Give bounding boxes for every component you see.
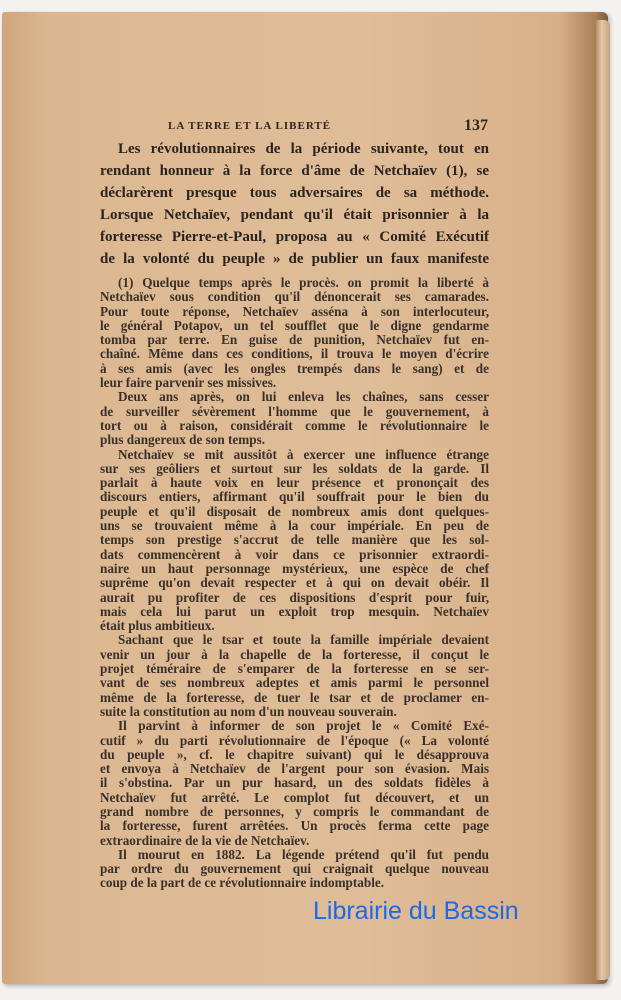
text-line: tort ou à raison, considérait comme le révolutionnaire le bbox=[100, 418, 489, 433]
text-line: Deux ans après, on lui enleva les chaînes, sans cesser bbox=[118, 390, 489, 405]
text-line: aurait pu profiter de ces dispositions d'esprit pour fuir, bbox=[100, 590, 489, 605]
text-line: uns se trouvaient même à la cour impériale. En peu de bbox=[100, 519, 489, 534]
watermark: Librairie du Bassin bbox=[313, 897, 519, 925]
text-line: parlait à haute voix en leur présence et prononçait des bbox=[100, 476, 489, 491]
text-line: Sachant que le tsar et toute la famille impériale devaient bbox=[118, 633, 489, 648]
footnote bbox=[100, 276, 489, 891]
text-line: il s'obstina. Par un pur hasard, un des soldats fidèles à bbox=[100, 776, 489, 791]
text-line: peuple et qu'il disposait de nombreux amis dont quelques- bbox=[100, 504, 489, 519]
text-line: Netchaïev sous condition qu'il dénoncerait ses camarades. bbox=[100, 290, 489, 305]
text-line: par ordre du gouvernement qui craignait quelque nouveau bbox=[100, 862, 489, 877]
text-line: la forteresse, furent arrêtées. Un procès ferma cette page bbox=[100, 819, 489, 834]
text-line: mais cela lui parut un exploit trop mesquin. Netchaïev bbox=[100, 604, 489, 619]
text-line: même de la forteresse, de tuer le tsar et de proclamer en- bbox=[100, 690, 489, 705]
text-line: Il parvint à informer de son projet le « Comité Exé- bbox=[118, 719, 489, 734]
page-number: 137 bbox=[464, 117, 488, 134]
text-line: leur faire parvenir ses missives. bbox=[100, 376, 277, 391]
text-line: Il mourut en 1882. La légende prétend qu'il fut pendu bbox=[118, 847, 489, 862]
text-line: dats commencèrent à voir dans ce prisonnier extraordi- bbox=[100, 547, 489, 562]
text-line: venir un jour à la chapelle de la forteresse, il conçut le bbox=[100, 647, 489, 662]
text-line: Les révolutionnaires de la période suivante, tout en bbox=[118, 141, 489, 157]
text-line: tomba par terre. En guise de punition, Netchaïev fut en- bbox=[100, 333, 489, 348]
running-title: LA TERRE ET LA LIBERTÉ bbox=[168, 120, 332, 132]
text-line: Lorsque Netchaïev, pendant qu'il était prisonnier à la bbox=[100, 207, 489, 223]
text-line: projet téméraire de s'emparer de la forteresse en se ser- bbox=[100, 662, 489, 677]
text-line: grand nombre de personnes, y compris le commandant de bbox=[100, 804, 489, 819]
text-line: suprême qu'on devait respecter et à qui on devait obéir. Il bbox=[100, 576, 489, 591]
text-line: extraordinaire de la vie de Netchaïev. bbox=[100, 833, 310, 848]
text-line: sur ses geôliers et surtout sur les soldats de la garde. Il bbox=[100, 461, 489, 476]
text-line: le général Potapov, un tel soufflet que le digne gendarme bbox=[100, 318, 489, 333]
text-line: et envoya à Netchaïev de l'argent pour son évasion. Mais bbox=[100, 762, 489, 777]
text-line: vant de ses nombreux adeptes et amis parmi le personnel bbox=[100, 676, 489, 691]
page-edge bbox=[596, 20, 610, 980]
text-line: à ses amis (avec les ongles trempés dans le sang) et de bbox=[100, 361, 489, 376]
text-line: de surveiller sévèrement l'homme que le gouvernement, à bbox=[100, 404, 489, 419]
text-line: déclarèrent presque tous adversaires de sa méthode. bbox=[100, 185, 489, 201]
text-line: naire un haut personnage mystérieux, une espèce de chef bbox=[100, 561, 489, 576]
text-line: (1) Quelque temps après le procès. on promit la liberté à bbox=[118, 276, 489, 290]
text-line: Pour toute réponse, Netchaïev asséna à son interlocuteur, bbox=[100, 304, 489, 319]
text-line: cutif » du parti révolutionnaire de l'époque (« La volonté bbox=[100, 733, 489, 748]
text-line: Netchaïev se mit aussitôt à exercer une influence étrange bbox=[118, 447, 489, 462]
main-text bbox=[100, 138, 489, 270]
text-line: discours entiers, affirmant qu'il souffrait pour le bien du bbox=[100, 490, 489, 505]
text-line: suite la constitution au nom d'un nouveau souverain. bbox=[100, 704, 397, 719]
text-line: Netchaïev fut arrêté. Le complot fut découvert, et un bbox=[100, 790, 489, 805]
text-line: chaîné. Même dans ces conditions, il trouva le moyen d'écrire bbox=[100, 347, 489, 362]
text-line: rendant honneur à la force d'âme de Netchaïev (1), se bbox=[100, 163, 489, 179]
text-line: du peuple », cf. le chapitre suivant) qui le désapprouva bbox=[100, 747, 489, 762]
text-line: plus dangereux de son temps. bbox=[100, 433, 265, 448]
text-line: coup de la part de ce révolutionnaire indomptable. bbox=[100, 876, 385, 891]
text-line: temps son prestige s'accrut de telle manière que les sol- bbox=[100, 533, 489, 548]
text-line: forteresse Pierre-et-Paul, proposa au « Comité Exécutif bbox=[100, 229, 489, 245]
running-header bbox=[168, 118, 490, 136]
text-line: était plus ambitieux. bbox=[100, 619, 215, 634]
text-line: de la volonté du peuple » de publier un faux manifeste bbox=[100, 251, 489, 267]
